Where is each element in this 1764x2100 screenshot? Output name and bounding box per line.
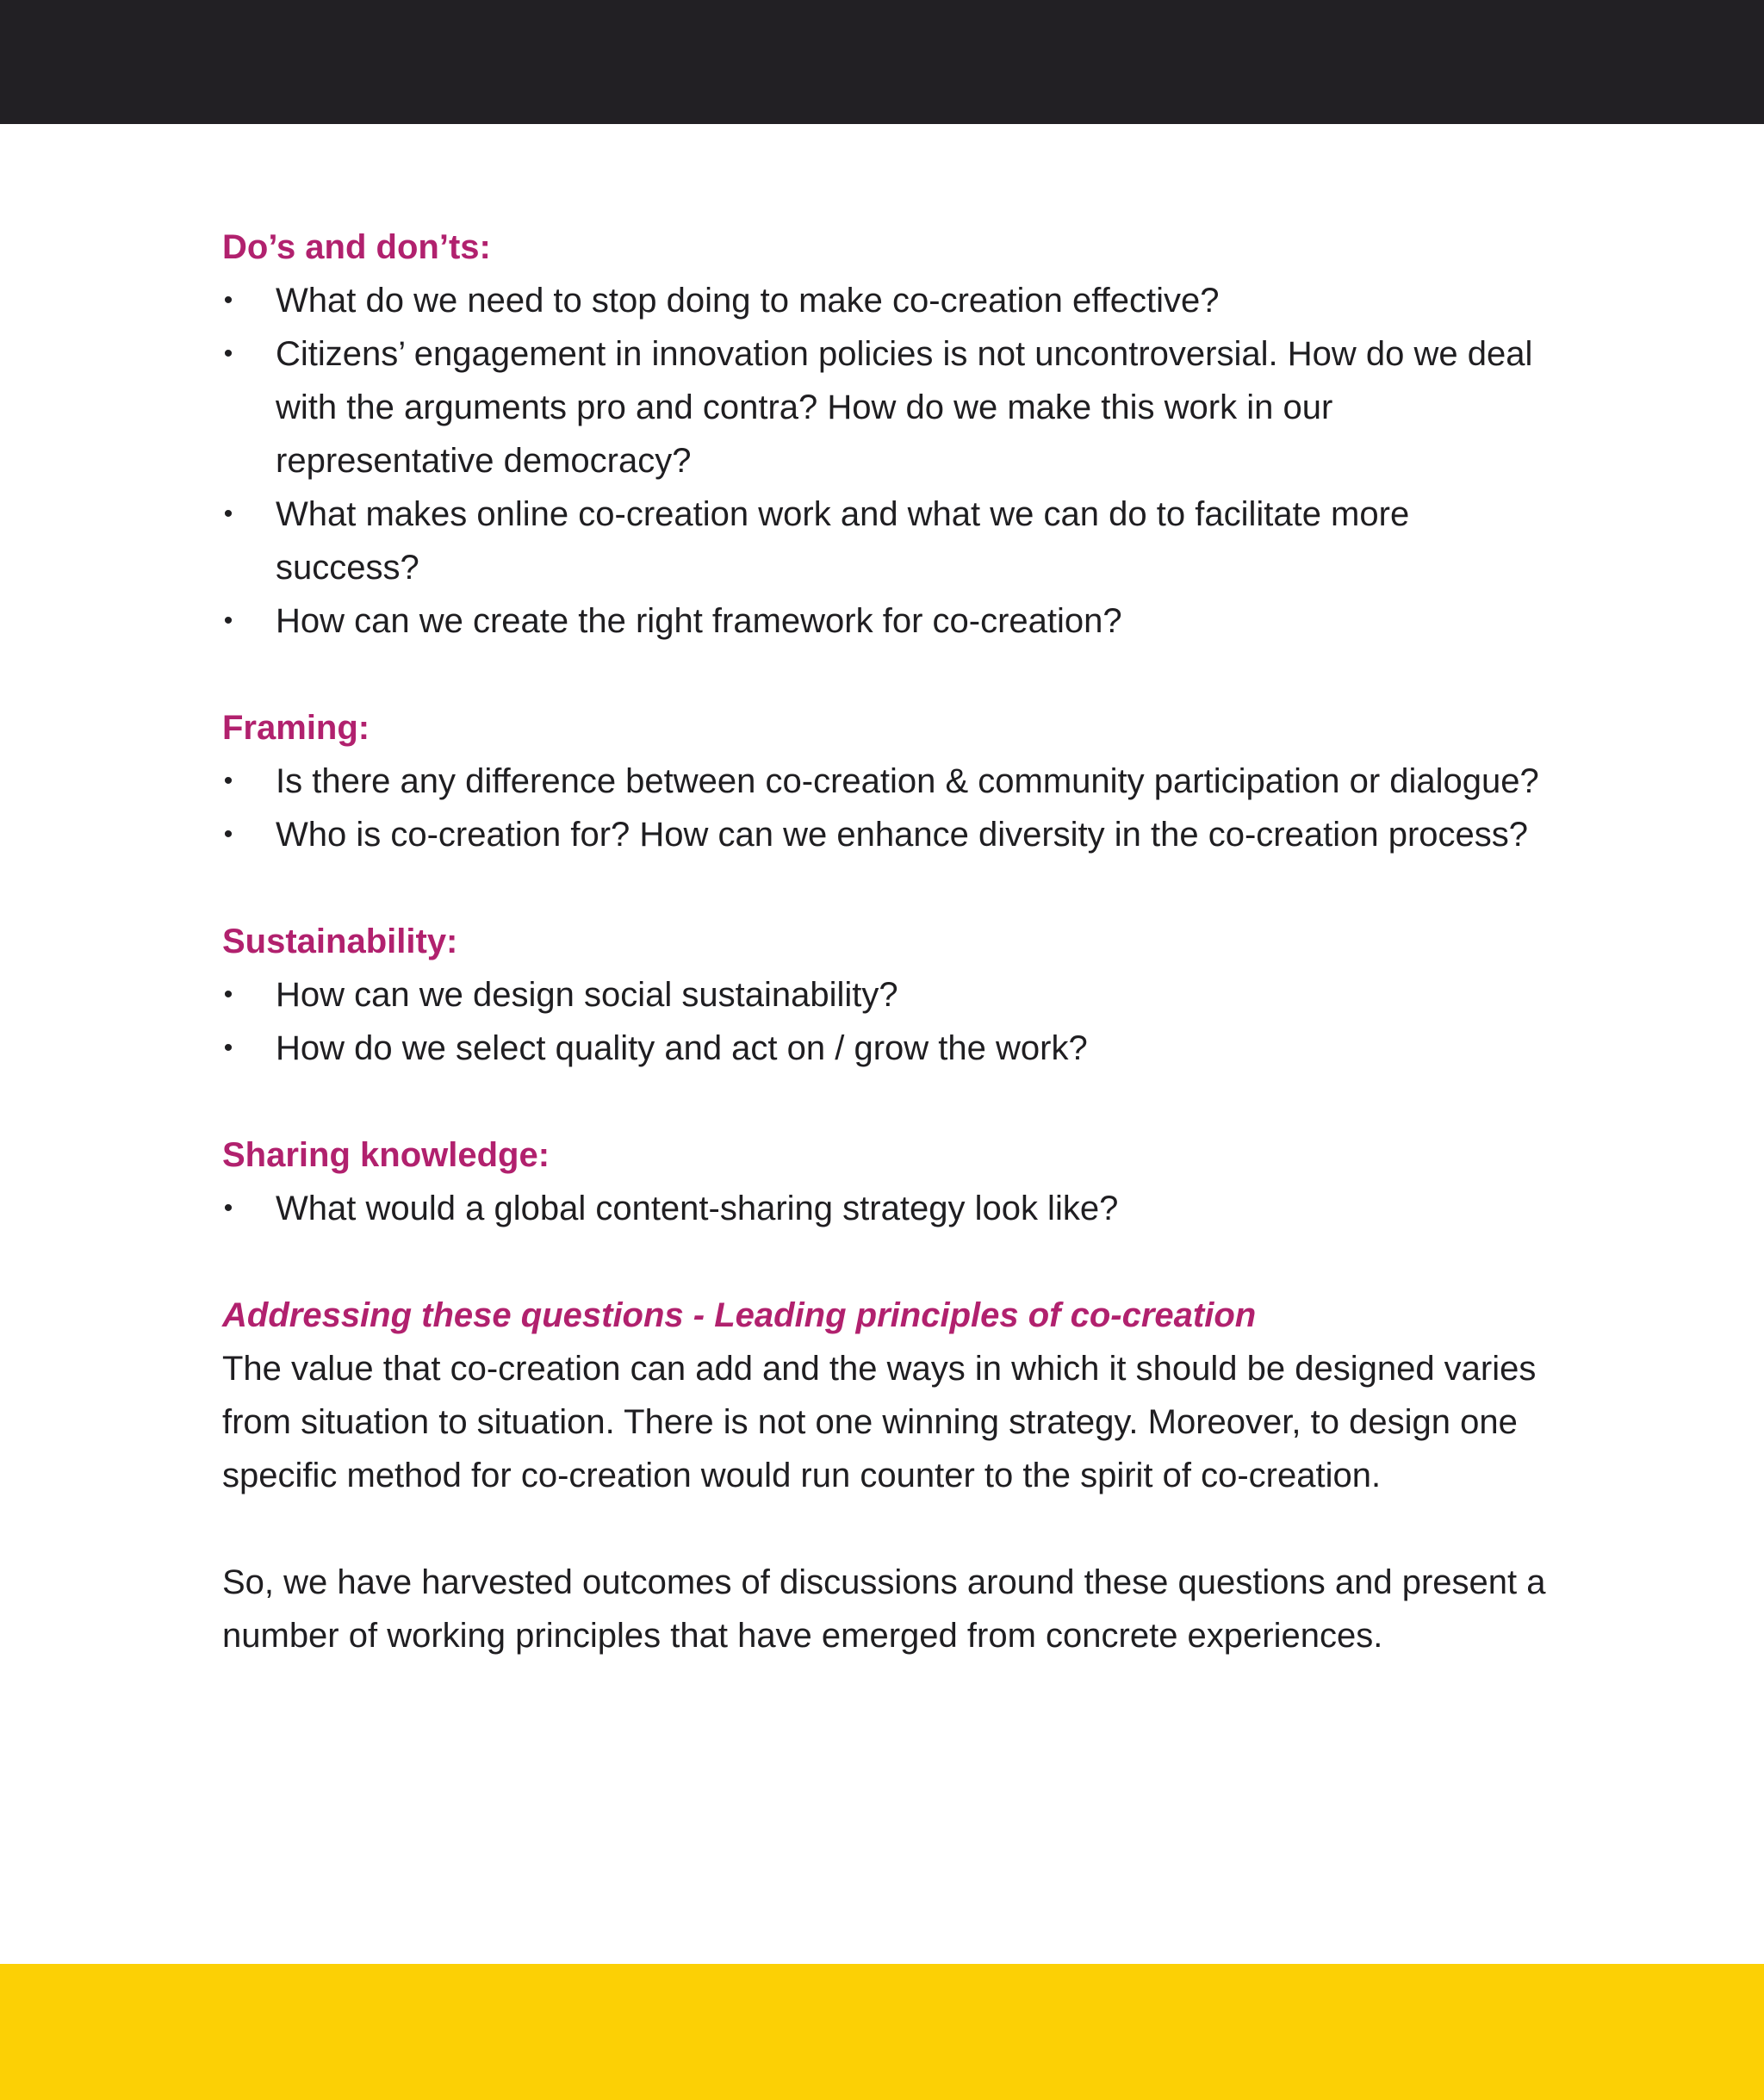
- list-item: [222, 488, 1559, 594]
- list-item-text: What do we need to stop doing to make co-creation effective?: [276, 282, 1220, 320]
- footer-bar: [0, 1964, 1764, 2100]
- bullet-icon: •: [223, 339, 233, 368]
- list-item: [222, 594, 1559, 648]
- list-item: [222, 274, 1559, 327]
- bullet-icon: •: [223, 606, 233, 635]
- bullet-list: [222, 755, 1559, 861]
- section-framing: [222, 701, 1559, 861]
- list-item-text: What would a global content-sharing strategy look like?: [276, 1190, 1119, 1227]
- bullet-icon: •: [223, 767, 233, 795]
- section-principles: [222, 1289, 1559, 1662]
- section-heading: Sustainability:: [222, 923, 458, 960]
- list-item: [222, 1182, 1559, 1235]
- list-item-text: What makes online co-creation work and what we can do to facilitate more success?: [276, 495, 1410, 587]
- list-item-text: How can we design social sustainability?: [276, 976, 898, 1014]
- section-heading: Do’s and don’ts:: [222, 228, 491, 266]
- list-item-text: Is there any difference between co-creation & community participation or dialogue?: [276, 762, 1539, 800]
- list-item: [222, 968, 1559, 1022]
- list-item: [222, 808, 1559, 861]
- list-item: [222, 755, 1559, 808]
- bullet-icon: •: [223, 980, 233, 1009]
- list-item: [222, 1022, 1559, 1075]
- list-item-text: How do we select quality and act on / grow the work?: [276, 1029, 1088, 1067]
- document-content: [222, 221, 1559, 1716]
- bullet-icon: •: [223, 1194, 233, 1222]
- bullet-icon: •: [223, 1034, 233, 1062]
- bullet-list: [222, 274, 1559, 648]
- section-sustainability: [222, 915, 1559, 1075]
- section-heading: Framing:: [222, 709, 370, 747]
- bullet-icon: •: [223, 820, 233, 848]
- principles-heading: Addressing these questions - Leading principles of co-creation: [222, 1296, 1257, 1334]
- bullet-list: [222, 1182, 1559, 1235]
- bullet-icon: •: [223, 286, 233, 314]
- list-item-text: Who is co-creation for? How can we enhance diversity in the co-creation process?: [276, 816, 1529, 854]
- list-item-text: Citizens’ engagement in innovation policies is not uncontroversial. How do we deal with the arguments pro and contra? How do we make this work in our representative democracy?: [276, 335, 1533, 480]
- bullet-list: [222, 968, 1559, 1075]
- list-item-text: How can we create the right framework for co-creation?: [276, 602, 1122, 640]
- header-bar: [0, 0, 1764, 124]
- section-sharing-knowledge: [222, 1128, 1559, 1235]
- principles-paragraph-1: The value that co-creation can add and the ways in which it should be designed varies from situation to situation. There is not one winning strategy. Moreover, to design one specific method for co-creation would run counter to the spirit of co-creation.: [222, 1350, 1537, 1494]
- principles-paragraph-2: So, we have harvested outcomes of discussions around these questions and present a number of working principles that have emerged from concrete experiences.: [222, 1563, 1546, 1655]
- bullet-icon: •: [223, 500, 233, 528]
- paragraph-spacer: [222, 1502, 1559, 1556]
- section-heading: Sharing knowledge:: [222, 1136, 550, 1174]
- section-dos-and-donts: [222, 221, 1559, 648]
- list-item: [222, 327, 1559, 488]
